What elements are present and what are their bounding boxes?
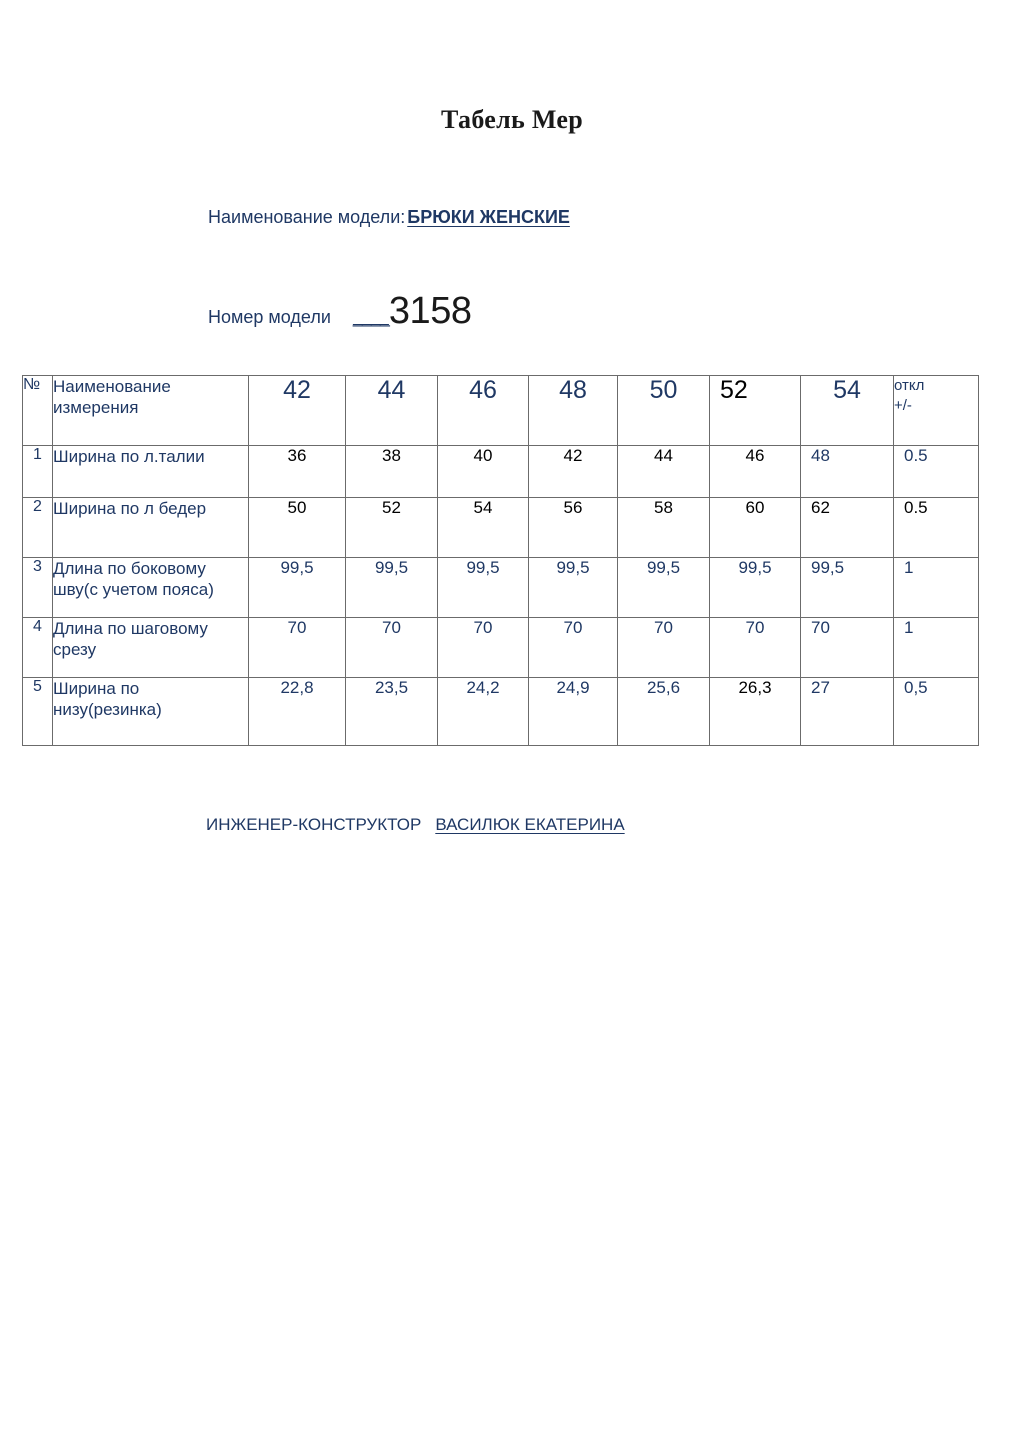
table-row	[23, 498, 979, 558]
row-measurement-name: Длина по боковому шву(с учетом пояса)	[53, 558, 249, 618]
header-measurement-name: Наименование измерения	[53, 376, 249, 446]
row-value-44: 52	[346, 498, 438, 558]
model-number-value: 3158	[388, 290, 472, 332]
model-name-value: БРЮКИ ЖЕНСКИЕ	[407, 207, 570, 227]
row-deviation: 1	[894, 618, 979, 678]
row-measurement-name: Ширина по низу(резинка)	[53, 678, 249, 746]
row-value-52: 26,3	[710, 678, 801, 746]
row-number: 4	[23, 618, 53, 678]
row-value-48: 42	[529, 446, 618, 498]
row-number: 1	[23, 446, 53, 498]
header-deviation	[894, 376, 979, 446]
row-value-52: 46	[710, 446, 801, 498]
row-measurement-name: Длина по шаговому срезу	[53, 618, 249, 678]
row-value-52: 70	[710, 618, 801, 678]
table-row	[23, 446, 979, 498]
engineer-name: ВАСИЛЮК ЕКАТЕРИНА	[435, 815, 625, 834]
row-value-44: 38	[346, 446, 438, 498]
row-value-44: 23,5	[346, 678, 438, 746]
row-value-48: 56	[529, 498, 618, 558]
row-value-42: 50	[249, 498, 346, 558]
row-value-50: 58	[618, 498, 710, 558]
header-size-44: 44	[346, 376, 438, 446]
header-size-48: 48	[529, 376, 618, 446]
header-deviation-line1: откл	[894, 377, 925, 394]
model-number-rule: ____	[352, 307, 389, 327]
header-size-54: 54	[801, 376, 894, 446]
row-value-54: 27	[801, 678, 894, 746]
row-value-46: 99,5	[438, 558, 529, 618]
header-number: №	[23, 376, 53, 446]
table-row	[23, 558, 979, 618]
row-value-46: 54	[438, 498, 529, 558]
row-value-42: 22,8	[249, 678, 346, 746]
table-row	[23, 678, 979, 746]
header-size-42: 42	[249, 376, 346, 446]
engineer-role-label: ИНЖЕНЕР-КОНСТРУКТОР	[206, 815, 422, 834]
row-value-54: 48	[801, 446, 894, 498]
row-value-48: 99,5	[529, 558, 618, 618]
row-value-42: 70	[249, 618, 346, 678]
model-name-field	[208, 207, 570, 228]
row-value-46: 24,2	[438, 678, 529, 746]
row-value-50: 25,6	[618, 678, 710, 746]
row-value-46: 70	[438, 618, 529, 678]
row-value-52: 60	[710, 498, 801, 558]
model-number-label: Номер модели	[208, 307, 331, 327]
row-value-42: 99,5	[249, 558, 346, 618]
table-header-row	[23, 376, 979, 446]
row-deviation: 1	[894, 558, 979, 618]
row-value-54: 70	[801, 618, 894, 678]
row-deviation: 0.5	[894, 446, 979, 498]
measurements-table	[22, 375, 979, 746]
header-size-52: 52	[710, 376, 801, 446]
signature-line	[206, 815, 625, 835]
table-row	[23, 618, 979, 678]
header-size-46: 46	[438, 376, 529, 446]
row-value-48: 70	[529, 618, 618, 678]
model-name-label: Наименование модели:	[208, 207, 406, 227]
row-number: 5	[23, 678, 53, 746]
row-value-52: 99,5	[710, 558, 801, 618]
row-measurement-name: Ширина по л бедер	[53, 498, 249, 558]
row-number: 3	[23, 558, 53, 618]
row-value-48: 24,9	[529, 678, 618, 746]
header-size-50: 50	[618, 376, 710, 446]
header-deviation-line2: +/-	[894, 396, 912, 414]
row-measurement-name: Ширина по л.талии	[53, 446, 249, 498]
row-value-50: 44	[618, 446, 710, 498]
row-value-50: 99,5	[618, 558, 710, 618]
row-value-42: 36	[249, 446, 346, 498]
row-value-50: 70	[618, 618, 710, 678]
page-title: Табель Мер	[441, 105, 583, 134]
row-value-46: 40	[438, 446, 529, 498]
row-value-44: 70	[346, 618, 438, 678]
row-value-54: 99,5	[801, 558, 894, 618]
row-deviation: 0,5	[894, 678, 979, 746]
row-number: 2	[23, 498, 53, 558]
row-value-54: 62	[801, 498, 894, 558]
row-value-44: 99,5	[346, 558, 438, 618]
row-deviation: 0.5	[894, 498, 979, 558]
model-number-field	[208, 290, 471, 333]
